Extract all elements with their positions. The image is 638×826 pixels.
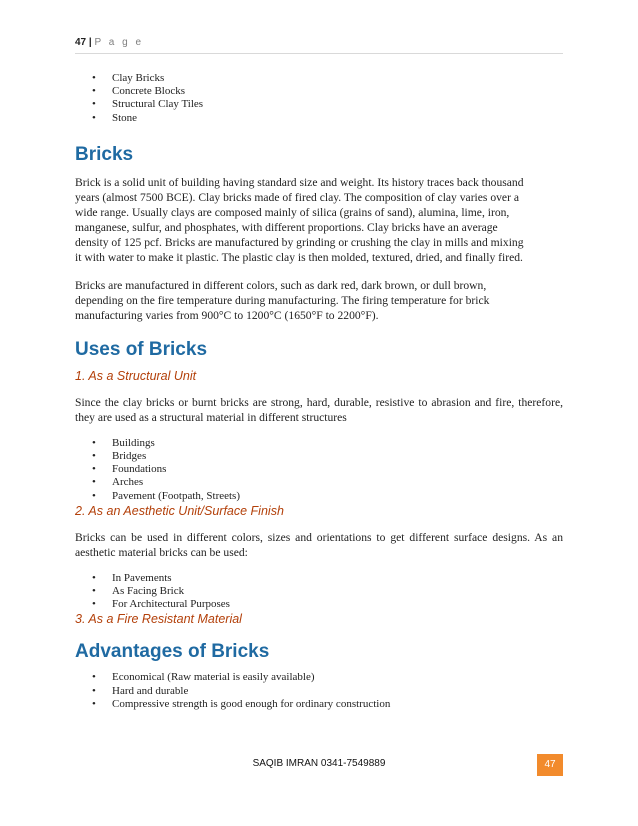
list-item: • For Architectural Purposes: [75, 598, 563, 611]
list-item: • Economical (Raw material is easily available): [75, 671, 563, 684]
list-item: • Hard and durable: [75, 685, 563, 698]
structural-unit-text: Since the clay bricks or burnt bricks are strong, hard, durable, resistive to abrasion and fire, therefore, they are used as a structural material in different structures: [75, 395, 563, 424]
advantages-list: [75, 671, 563, 711]
page-footer: [75, 754, 563, 776]
list-item: • Bridges: [75, 450, 563, 463]
text-line: years (almost 7500 BCE). Clay bricks made of fired clay. The composition of clay varies over a: [75, 190, 519, 204]
footer-author: SAQIB IMRAN 0341-7549889: [252, 758, 386, 769]
list-item: • Pavement (Footpath, Streets): [75, 490, 563, 503]
text-line: density of 125 pcf. Bricks are manufactured by grinding or crushing the clay in mills and mixing: [75, 235, 524, 249]
list-item: • Compressive strength is good enough for ordinary construction: [75, 698, 563, 711]
uses-heading: Uses of Bricks: [75, 338, 208, 360]
header-separator: |: [88, 37, 92, 48]
fire-resistant-subheading: 3. As a Fire Resistant Material: [75, 612, 242, 627]
bricks-paragraph-1: [75, 175, 563, 265]
list-item: • Clay Bricks: [75, 72, 563, 85]
text-line: depending on the fire temperature during manufacturing. The firing temperature for brick: [75, 293, 490, 307]
text-line: it with water to make it plastic. The plastic clay is then molded, textured, dried, and finally fired.: [75, 250, 523, 264]
header-page-number: 47: [75, 37, 87, 48]
page-header: [75, 37, 563, 54]
list-item: • Structural Clay Tiles: [75, 98, 563, 111]
bricks-heading: Bricks: [75, 143, 134, 165]
structures-list: [75, 437, 563, 503]
material-list: [75, 72, 563, 125]
structural-unit-subheading: 1. As a Structural Unit: [75, 368, 197, 383]
list-item: • Buildings: [75, 437, 563, 450]
footer-page-number: 47: [537, 754, 563, 776]
list-item: • In Pavements: [75, 572, 563, 585]
list-item: • Foundations: [75, 463, 563, 476]
text-line: Bricks are manufactured in different colors, such as dark red, dark brown, or dull brown,: [75, 278, 487, 292]
header-page-word: P a g e: [94, 37, 144, 48]
text-line: manufacturing varies from 900°C to 1200°C (1650°F to 2200°F).: [75, 308, 379, 322]
text-line: Brick is a solid unit of building having standard size and weight. Its history traces back thousand: [75, 175, 524, 189]
text-line: manganese, sulfur, and phosphates, with different proportions. Clay bricks have an average: [75, 220, 498, 234]
text-line: wide range. Usually clays are composed mainly of silica (grains of sand), alumina, lime, iron,: [75, 205, 510, 219]
list-item: • Concrete Blocks: [75, 85, 563, 98]
aesthetic-uses-list: [75, 572, 563, 612]
bricks-paragraph-2: [75, 278, 563, 323]
list-item: • Stone: [75, 112, 563, 125]
list-item: • Arches: [75, 476, 563, 489]
list-item: • As Facing Brick: [75, 585, 563, 598]
aesthetic-unit-text: Bricks can be used in different colors, sizes and orientations to get different surface designs. As an aesthetic material bricks can be used:: [75, 530, 563, 559]
advantages-heading: Advantages of Bricks: [75, 641, 270, 663]
page-body: [75, 72, 563, 711]
aesthetic-unit-subheading: 2. As an Aesthetic Unit/Surface Finish: [75, 503, 284, 518]
